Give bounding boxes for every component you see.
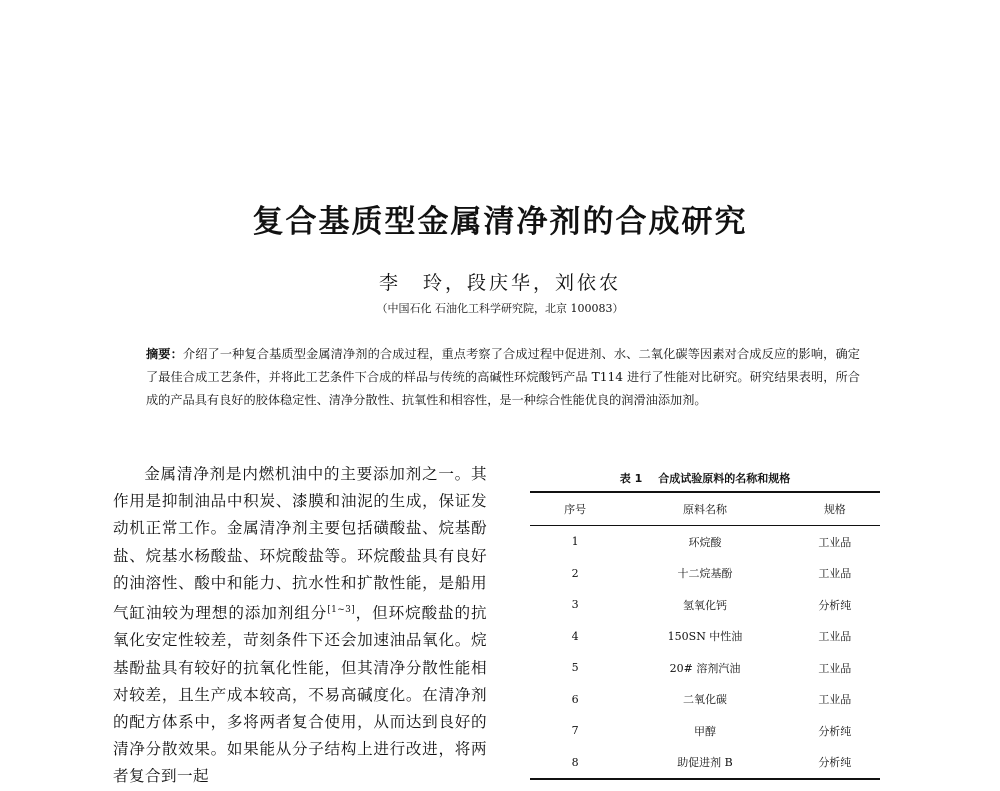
citation-ref: [1~3] [327,605,356,616]
table-cell-index: 5 [571,661,579,675]
table-cell-material: 二氧化碳 [682,693,727,707]
table-cell-index: 8 [530,747,620,780]
table-row [530,684,880,716]
author-list: 李 玲，段庆华，刘依农 [378,272,621,294]
materials-table [530,491,880,780]
column-header-material: 原料名称 [620,492,789,526]
body-text [113,461,488,786]
abstract [146,343,860,412]
table-cell-index: 7 [571,724,579,738]
table-cell-index: 4 [571,629,579,643]
table-cell-index: 3 [571,598,579,612]
table-row [530,652,880,684]
table-row [530,589,880,621]
table-cell-material: 助促进剂 B [620,747,789,780]
column-header-grade: 规格 [790,492,880,526]
table-cell-index: 1 [571,535,579,549]
table-row [530,558,880,590]
table-cell-material: 150SN 中性油 [667,630,743,644]
table-cell-grade: 工业品 [818,535,852,549]
table-row [530,526,880,558]
table-cell-material: 氢氧化钙 [682,598,727,612]
table-cell-grade: 工业品 [818,567,852,581]
table-cell-grade: 工业品 [818,693,852,707]
body-text-part-2: ，但环烷酸盐的抗氧化安定性较差，苛刻条件下还会加速油品氧化。烷基酚盐具有较好的抗氧化性能，但其清净分散性能相对较差，且生产成本较高，不易高碱度化。在清净剂的配方体系中，多将两者复合使用，从而达到良好的清净分散效果。如果能从分子结构上进行改进，将两者复合到一起 [113,604,488,786]
table-row [530,747,880,780]
affiliation: （中国石化 石油化工科学研究院，北京 100083） [376,302,624,315]
table-caption-text: 合成试验原料的名称和规格 [658,472,791,485]
table-cell-material: 甲醇 [693,724,716,738]
body-text-part-1: 金属清净剂是内燃机油中的主要添加剂之一。其作用是抑制油品中积炭、漆膜和油泥的生成，保证发动机正常工作。金属清净剂主要包括磺酸盐、烷基酚盐、烷基水杨酸盐、环烷酸盐等。环烷酸盐具有良好的油溶性、酸中和能力、抗水性和扩散性能，是船用气缸油较为理想的添加剂组分 [113,465,487,623]
table-cell-grade: 分析纯 [790,747,880,780]
table-cell-material: 十二烷基酚 [677,567,733,581]
table-row [530,715,880,747]
table-cell-material: 环烷酸 [688,535,722,549]
table-cell-grade: 分析纯 [818,598,852,612]
table-cell-index: 6 [571,692,579,706]
table-cell-grade: 分析纯 [818,724,852,738]
table-header-row [530,492,880,526]
table-cell-material: 20# 溶剂汽油 [669,661,741,675]
table-cell-grade: 工业品 [818,661,852,675]
table-number: 表 1 [619,472,643,485]
table-caption [530,470,880,486]
abstract-text: 介绍了一种复合基质型金属清净剂的合成过程，重点考察了合成过程中促进剂、水、二氧化碳等因素对合成反应的影响，确定了最佳合成工艺条件，并将此工艺条件下合成的样品与传统的高碱性环烷酸钙产品 T114 进行了性能对比研究。研究结果表明，所合成的产品具有良好的胶体稳定性、清净分散性、抗氧性和相容性，是一种综合性能优良的润滑油添加剂。 [146,347,860,407]
table-cell-grade: 工业品 [818,630,852,644]
paper-title: 复合基质型金属清净剂的合成研究 [252,204,748,240]
column-header-index: 序号 [530,492,620,526]
abstract-label: 摘要： [146,347,183,361]
table-row [530,621,880,653]
table-cell-index: 2 [571,566,579,580]
